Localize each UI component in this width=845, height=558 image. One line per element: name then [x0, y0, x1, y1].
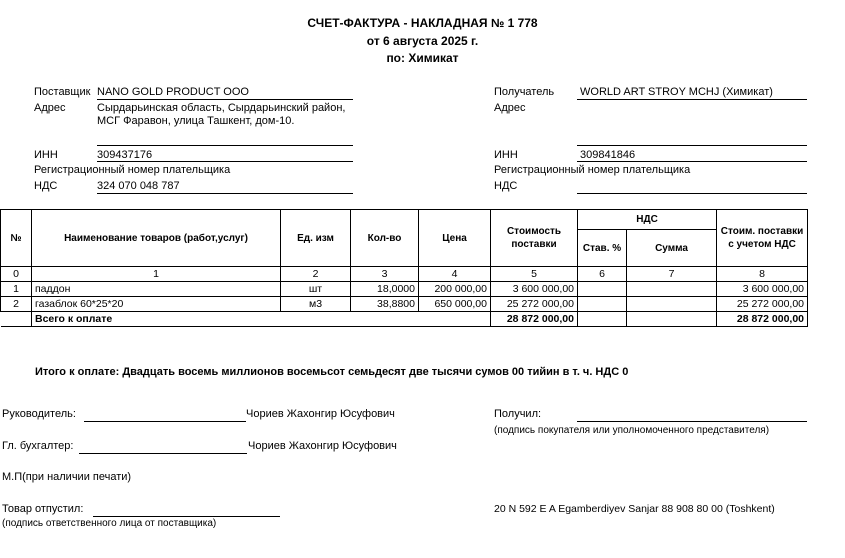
total-row — [1, 312, 808, 327]
receiver-label: Получатель — [494, 86, 555, 98]
row-total: 25 272 000,00 — [717, 297, 808, 312]
receiver-address-label: Адрес — [494, 102, 526, 114]
receiver-address-line — [577, 145, 807, 146]
row-cost: 25 272 000,00 — [491, 297, 578, 312]
row-price: 200 000,00 — [419, 282, 491, 297]
row-cost: 3 600 000,00 — [491, 282, 578, 297]
col-number: 6 — [578, 267, 627, 282]
header-price: Цена — [419, 210, 491, 267]
supplier-reg-label: Регистрационный номер плательщика — [34, 164, 231, 176]
row-num: 2 — [1, 297, 32, 312]
supplier-nds: 324 070 048 787 — [97, 180, 180, 192]
supplier-inn-line — [97, 161, 353, 162]
col-number: 2 — [281, 267, 351, 282]
document-basis: по: Химикат — [386, 51, 459, 65]
supplier-name-line — [97, 99, 353, 100]
receiver-name: WORLD ART STROY MCHJ (Химикат) — [580, 86, 773, 98]
received-note: (подпись покупателя или уполномоченного представителя) — [494, 425, 770, 436]
col-number: 3 — [351, 267, 419, 282]
supplier-inn-label: ИНН — [34, 149, 58, 161]
total-in-words: Итого к оплате: Двадцать восемь миллионов восемьсот семьдесят две тысячи сумов 00 тийин в т. ч. НДС 0 — [35, 366, 629, 378]
row-name: газаблок 60*25*20 — [32, 297, 281, 312]
released-label: Товар отпустил: — [2, 503, 84, 515]
receiver-name-line — [577, 99, 807, 100]
header-vat-sum: Сумма — [627, 230, 717, 267]
total-label: Всего к оплате — [32, 312, 491, 327]
row-vat-rate — [578, 282, 627, 297]
received-signature-line — [577, 421, 807, 422]
header-unit: Ед. изм — [281, 210, 351, 267]
accountant-label: Гл. бухгалтер: — [2, 440, 74, 452]
col-number: 5 — [491, 267, 578, 282]
row-unit: шт — [281, 282, 351, 297]
col-number: 4 — [419, 267, 491, 282]
header-num: № — [1, 210, 32, 267]
header-cost: Стоимость поставки — [491, 210, 578, 267]
total-vat-sum — [627, 312, 717, 327]
supplier-inn: 309437176 — [97, 149, 153, 161]
row-unit: м3 — [281, 297, 351, 312]
accountant-name: Чориев Жахонгир Юсуфович — [248, 440, 397, 452]
supplier-nds-label: НДС — [34, 180, 58, 192]
row-vat-rate — [578, 297, 627, 312]
supplier-address: Сырдарьинская область, Сырдарьинский район, МСГ Фаравон, улица Ташкент, дом-10. — [97, 102, 346, 127]
header-qty: Кол-во — [351, 210, 419, 267]
row-name: паддон — [32, 282, 281, 297]
total-spacer — [1, 312, 32, 327]
col-number: 7 — [627, 267, 717, 282]
row-num: 1 — [1, 282, 32, 297]
header-name: Наименование товаров (работ,услуг) — [32, 210, 281, 267]
total-with-vat: 28 872 000,00 — [717, 312, 808, 327]
row-qty: 38,8800 — [351, 297, 419, 312]
col-number: 0 — [1, 267, 32, 282]
supplier-nds-line — [97, 193, 353, 194]
supplier-name: NANO GOLD PRODUCT OOO — [97, 86, 249, 98]
stamp-label: М.П(при наличии печати) — [2, 471, 132, 483]
receiver-inn-label: ИНН — [494, 149, 518, 161]
supplier-label: Поставщик — [34, 86, 91, 98]
document-date: от 6 августа 2025 г. — [366, 34, 479, 48]
row-qty: 18,0000 — [351, 282, 419, 297]
receiver-reg-label: Регистрационный номер плательщика — [494, 164, 691, 176]
col-number: 8 — [717, 267, 808, 282]
col-number: 1 — [32, 267, 281, 282]
goods-table — [0, 209, 808, 327]
total-cost: 28 872 000,00 — [491, 312, 578, 327]
header-vat-rate: Став. % — [578, 230, 627, 267]
receiver-nds-label: НДС — [494, 180, 518, 192]
row-vat-sum — [627, 282, 717, 297]
receiver-inn-line — [577, 161, 807, 162]
table-row — [1, 282, 808, 297]
director-name: Чориев Жахонгир Юсуфович — [246, 408, 395, 420]
received-label: Получил: — [494, 408, 542, 420]
document-title: СЧЕТ-ФАКТУРА - НАКЛАДНАЯ № 1 778 — [307, 16, 538, 30]
contact-info: 20 N 592 E A Egamberdiyev Sanjar 88 908 80 00 (Toshkent) — [494, 503, 775, 515]
receiver-inn: 309841846 — [580, 149, 636, 161]
director-signature-line — [84, 421, 246, 422]
row-vat-sum — [627, 297, 717, 312]
director-label: Руководитель: — [2, 408, 76, 420]
supplier-address-label: Адрес — [34, 102, 66, 114]
table-row — [1, 297, 808, 312]
supplier-address-line — [97, 145, 353, 146]
row-total: 3 600 000,00 — [717, 282, 808, 297]
row-price: 650 000,00 — [419, 297, 491, 312]
released-note: (подпись ответственного лица от поставщика) — [2, 518, 217, 529]
total-vat-rate — [578, 312, 627, 327]
header-total: Стоим. поставки с учетом НДС — [717, 210, 808, 267]
accountant-signature-line — [79, 453, 247, 454]
column-numbers-row — [1, 267, 808, 282]
released-signature-line — [93, 516, 280, 517]
header-vat: НДС — [578, 210, 717, 230]
receiver-nds-line — [577, 193, 807, 194]
